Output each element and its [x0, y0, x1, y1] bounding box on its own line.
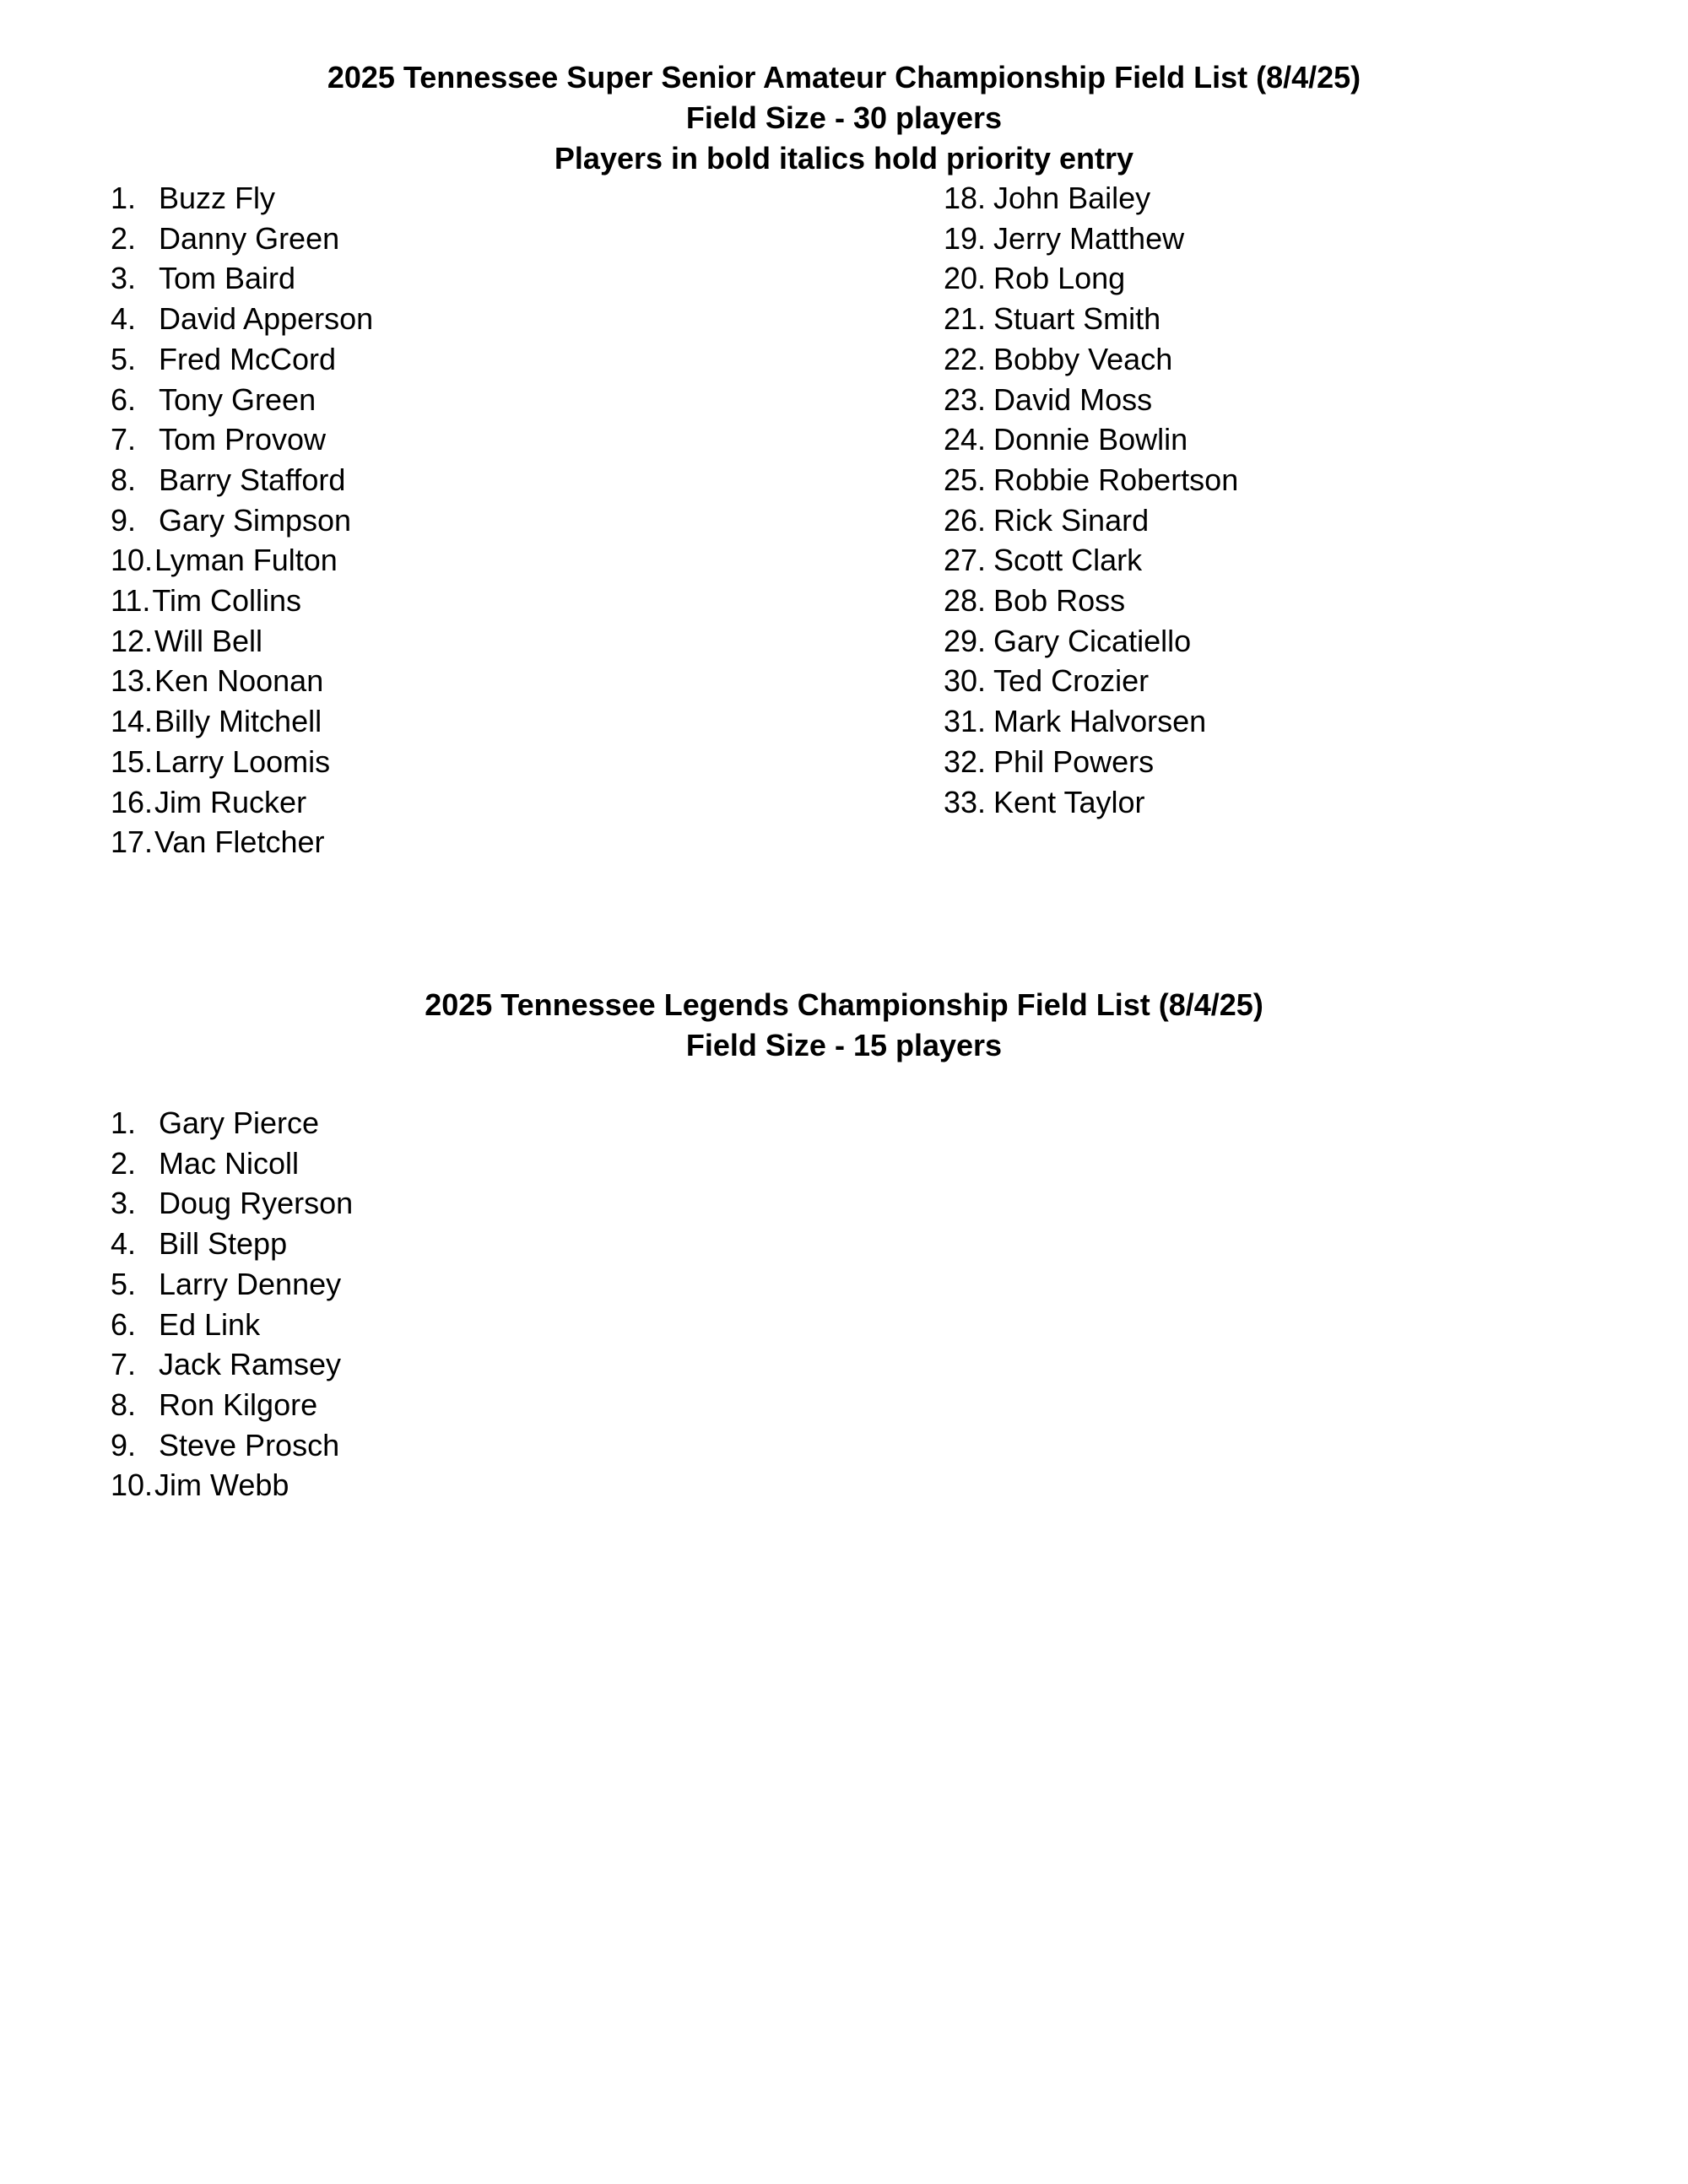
- list-item: [111, 782, 373, 823]
- list-item-number: 8.: [111, 462, 137, 497]
- list-item-number: 24.: [944, 422, 987, 457]
- list-item-number: 14.: [111, 704, 154, 739]
- list-item: [111, 178, 373, 219]
- list-item: [944, 782, 1238, 823]
- list-item: [111, 380, 373, 420]
- list-item: [944, 661, 1238, 701]
- player-name: Jerry Matthew: [993, 220, 1185, 256]
- super-senior-list-left: [111, 178, 373, 862]
- player-name: Phil Powers: [993, 743, 1155, 779]
- list-item-number: 11.: [111, 583, 151, 619]
- list-item-number: 27.: [944, 543, 987, 578]
- player-name: Ron Kilgore: [159, 1387, 318, 1422]
- player-name: Billy Mitchell: [154, 704, 322, 739]
- list-item-number: 10.: [111, 543, 154, 578]
- player-name: Bob Ross: [993, 583, 1126, 619]
- list-item-number: 2.: [111, 220, 137, 256]
- list-item-number: 13.: [111, 663, 154, 699]
- player-name: Larry Denney: [159, 1266, 342, 1301]
- player-name: Jim Webb: [154, 1468, 289, 1503]
- list-item-number: 4.: [111, 1226, 137, 1262]
- player-name: Rob Long: [993, 261, 1126, 296]
- player-name: Gary Pierce: [159, 1106, 320, 1140]
- super-senior-heading: [0, 57, 1688, 179]
- player-name: Ken Noonan: [154, 663, 324, 699]
- player-name: Mark Halvorsen: [993, 704, 1207, 739]
- list-item-number: 9.: [111, 1427, 137, 1462]
- list-item-number: 21.: [944, 301, 987, 337]
- player-name: Van Fletcher: [154, 824, 325, 860]
- player-name: Larry Loomis: [154, 743, 331, 779]
- list-item: [111, 701, 373, 742]
- list-item: [944, 419, 1238, 460]
- list-item-number: 31.: [944, 704, 987, 739]
- list-item: [111, 621, 373, 662]
- list-item: [944, 500, 1238, 541]
- player-name: Robbie Robertson: [993, 462, 1239, 497]
- player-name: Bill Stepp: [159, 1226, 288, 1262]
- list-item-number: 33.: [944, 784, 987, 819]
- player-name: Steve Prosch: [159, 1427, 340, 1462]
- list-item-number: 18.: [944, 181, 987, 215]
- list-item: [944, 540, 1238, 581]
- list-item: [944, 621, 1238, 662]
- player-name: Ed Link: [159, 1306, 261, 1342]
- super-senior-list-right: [944, 178, 1238, 822]
- list-item-number: 4.: [111, 301, 137, 337]
- list-item-number: 7.: [111, 1347, 137, 1382]
- player-name: Jim Rucker: [154, 784, 307, 819]
- player-name: John Bailey: [993, 181, 1151, 215]
- list-item-number: 16.: [111, 784, 154, 819]
- list-item: [111, 1425, 353, 1466]
- super-senior-field-size: Field Size - 30 players: [685, 100, 1003, 135]
- list-item: [111, 460, 373, 500]
- list-item: [944, 460, 1238, 500]
- player-name: Ted Crozier: [993, 663, 1150, 699]
- super-senior-title: 2025 Tennessee Super Senior Amateur Championship Field List (8/4/25): [327, 60, 1361, 95]
- list-item: [111, 1344, 353, 1385]
- player-name: Danny Green: [159, 220, 340, 256]
- list-item: [944, 581, 1238, 621]
- legends-title: 2025 Tennessee Legends Championship Field List (8/4/25): [425, 987, 1263, 1022]
- list-item-number: 6.: [111, 1306, 137, 1342]
- list-item: [111, 299, 373, 339]
- list-item-number: 9.: [111, 502, 137, 538]
- player-name: Gary Simpson: [159, 502, 352, 538]
- player-name: Buzz Fly: [159, 181, 276, 215]
- player-name: David Moss: [993, 381, 1153, 417]
- list-item: [111, 742, 373, 782]
- list-item: [111, 500, 373, 541]
- list-item-number: 19.: [944, 220, 987, 256]
- list-item-number: 1.: [111, 1106, 137, 1140]
- player-name: Doug Ryerson: [159, 1186, 354, 1221]
- super-senior-note: Players in bold italics hold priority entry: [554, 141, 1134, 176]
- list-item: [111, 419, 373, 460]
- list-item-number: 23.: [944, 381, 987, 417]
- list-item: [111, 219, 373, 259]
- list-item-number: 20.: [944, 261, 987, 296]
- list-item-number: 5.: [111, 1266, 137, 1301]
- player-name: Scott Clark: [993, 543, 1143, 578]
- list-item-number: 12.: [111, 623, 154, 658]
- player-name: Bobby Veach: [993, 341, 1173, 376]
- list-item: [111, 1305, 353, 1345]
- list-item: [944, 742, 1238, 782]
- list-item: [111, 822, 373, 862]
- list-item: [111, 1385, 353, 1425]
- list-item-number: 17.: [111, 824, 154, 860]
- player-name: Tony Green: [159, 381, 316, 417]
- list-item: [111, 1143, 353, 1184]
- list-item: [944, 219, 1238, 259]
- list-item-number: 30.: [944, 663, 987, 699]
- list-item: [111, 258, 373, 299]
- list-item: [111, 1264, 353, 1305]
- list-item-number: 15.: [111, 743, 154, 779]
- list-item: [111, 1224, 353, 1264]
- list-item: [944, 380, 1238, 420]
- player-name: Jack Ramsey: [159, 1347, 342, 1382]
- list-item: [111, 540, 373, 581]
- list-item-number: 29.: [944, 623, 987, 658]
- list-item-number: 3.: [111, 261, 137, 296]
- list-item-number: 10.: [111, 1468, 154, 1503]
- player-name: Rick Sinard: [993, 502, 1150, 538]
- legends-field-size: Field Size - 15 players: [685, 1028, 1003, 1062]
- player-name: Gary Cicatiello: [993, 623, 1192, 658]
- list-item: [111, 1103, 353, 1143]
- list-item-number: 8.: [111, 1387, 137, 1422]
- legends-heading: [0, 985, 1688, 1066]
- list-item-number: 32.: [944, 743, 987, 779]
- player-name: Mac Nicoll: [159, 1145, 300, 1181]
- list-item-number: 6.: [111, 381, 137, 417]
- list-item-number: 1.: [111, 181, 137, 215]
- list-item: [111, 1183, 353, 1224]
- list-item: [111, 661, 373, 701]
- list-item-number: 3.: [111, 1186, 137, 1221]
- list-item: [944, 339, 1238, 380]
- player-name: David Apperson: [159, 301, 374, 337]
- player-name: Fred McCord: [159, 341, 337, 376]
- list-item: [111, 1465, 353, 1506]
- player-name: Tom Baird: [159, 261, 296, 296]
- player-name: Will Bell: [154, 623, 263, 658]
- list-item: [944, 258, 1238, 299]
- list-item-number: 28.: [944, 583, 987, 619]
- list-item: [944, 299, 1238, 339]
- legends-list: [111, 1103, 353, 1506]
- player-name: Barry Stafford: [159, 462, 346, 497]
- list-item-number: 7.: [111, 422, 137, 457]
- player-name: Donnie Bowlin: [993, 422, 1188, 457]
- player-name: Kent Taylor: [993, 784, 1145, 819]
- list-item-number: 2.: [111, 1145, 137, 1181]
- list-item-number: 5.: [111, 341, 137, 376]
- list-item-number: 25.: [944, 462, 987, 497]
- player-name: Tom Provow: [159, 422, 327, 457]
- list-item-number: 22.: [944, 341, 987, 376]
- player-name: Lyman Fulton: [154, 543, 338, 578]
- list-item: [944, 701, 1238, 742]
- list-item-number: 26.: [944, 502, 987, 538]
- list-item: [944, 178, 1238, 219]
- list-item: [111, 339, 373, 380]
- list-item: [111, 581, 373, 621]
- player-name: Stuart Smith: [993, 301, 1161, 337]
- player-name: Tim Collins: [152, 583, 302, 619]
